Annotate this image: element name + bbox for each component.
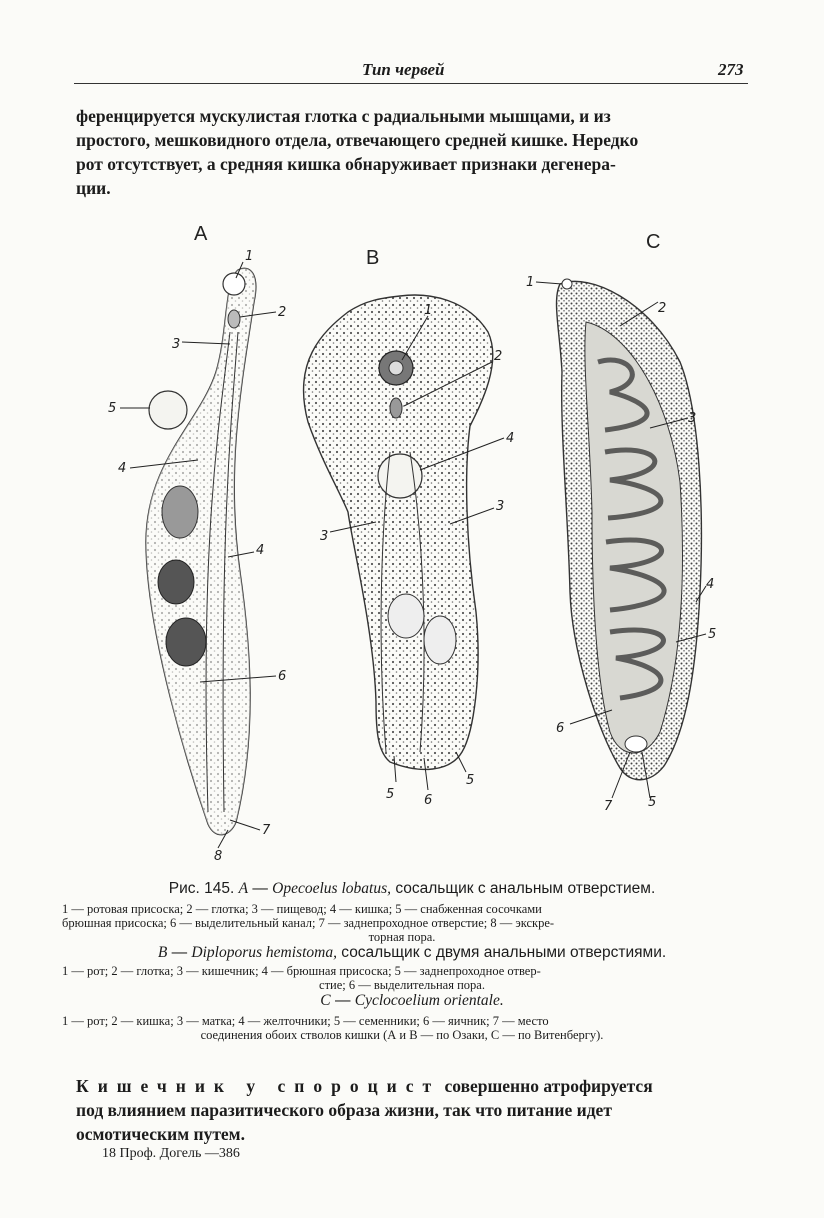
testis-b <box>388 594 424 638</box>
testis-a <box>166 618 206 666</box>
legend-line: брюшная присоска; 6 — выделительный канал; 7 — заднепроходное отверстие; 8 — экскре- <box>62 916 555 930</box>
callout-a: 4 <box>118 461 127 476</box>
legend-b <box>62 964 742 992</box>
legend-line: 1 — ротовая присоска; 2 — глотка; 3 — пищевод; 4 — кишка; 5 — снабженная сосочками <box>62 902 542 916</box>
callout-a: 5 <box>108 401 117 416</box>
closing-lead: Кишечник у спороцист <box>76 1076 441 1096</box>
printer-signature: 18 Проф. Догель —386 <box>102 1146 240 1161</box>
closing-paragraph <box>76 1074 748 1146</box>
specimen-c-drawing <box>526 231 716 814</box>
caption-species-b: Diploporus hemistoma, <box>191 944 337 961</box>
caption-species-a: Opecoelus lobatus, <box>272 880 391 897</box>
callout-c: 6 <box>556 721 565 736</box>
legend-c <box>62 1014 742 1042</box>
panel-label-c: C <box>646 231 661 253</box>
intro-line: простого, мешковидного отдела, отвечающего средней кишке. Нередко <box>76 130 639 150</box>
intro-line: ции. <box>76 178 111 198</box>
caption-letter-b: B <box>157 944 168 961</box>
running-header-title: Тип червей <box>362 60 445 79</box>
callout-c: 7 <box>604 799 613 814</box>
callout-b: 2 <box>494 349 503 364</box>
pharynx-a <box>228 310 240 328</box>
callout-a: 2 <box>278 305 287 320</box>
callout-c: 1 <box>526 275 535 290</box>
callout-a: 3 <box>172 337 181 352</box>
panel-label-a: A <box>194 223 208 245</box>
caption-a-heading: Рис. 145. A — Opecoelus lobatus, сосальщик с анальным отверстием. <box>168 880 656 897</box>
callout-c: 5 <box>648 795 657 810</box>
closing-line <box>76 1074 748 1098</box>
callout-b: 5 <box>386 787 395 802</box>
callout-b: 3 <box>496 499 505 514</box>
page-number: 273 <box>718 60 744 79</box>
legend-a <box>62 902 742 944</box>
legend-line: стие; 6 — выделительная пора. <box>319 978 485 992</box>
caption-species-c: Cyclocoelium orientale. <box>354 992 504 1009</box>
oral-sucker-a <box>223 273 245 295</box>
callout-c: 3 <box>688 411 697 426</box>
callout-a: 6 <box>278 669 287 684</box>
closing-line: осмотическим путем. <box>76 1124 245 1144</box>
legend-line: соединения обоих стволов кишки (А и В — по Озаки, С — по Витенбергу). <box>200 1028 604 1042</box>
callout-a: 8 <box>214 849 223 864</box>
testis-b <box>424 616 456 664</box>
callout-c: 5 <box>708 627 717 642</box>
callout-b: 6 <box>424 793 433 808</box>
callout-c: 4 <box>706 577 715 592</box>
callout-a: 1 <box>245 249 254 264</box>
caption-c-heading: C — Cyclocoelium orientale. <box>320 992 504 1009</box>
intro-line: ференцируется мускулистая глотка с радиальными мышцами, и из <box>76 106 611 126</box>
figure-145 <box>90 212 750 872</box>
header-rule <box>74 83 748 84</box>
intro-line: рот отсутствует, а средняя кишка обнаруживает признаки дегенера- <box>76 154 616 174</box>
caption-b-heading: B — Diploporus hemistoma, сосальщик с двумя анальными отверстиями. <box>157 944 667 961</box>
legend-line: 1 — рот; 2 — кишка; 3 — матка; 4 — желточники; 5 — семенники; 6 — яичник; 7 — место <box>62 1014 549 1028</box>
caption-description-a: сосальщик с анальным отверстием. <box>395 880 656 897</box>
callout-b: 5 <box>466 773 475 788</box>
testis-a <box>158 560 194 604</box>
specimen-a-drawing <box>108 223 286 864</box>
callout-b: 4 <box>506 431 515 446</box>
closing-line: под влиянием паразитического образа жизни, так что питание идет <box>76 1100 612 1120</box>
legend-line: торная пора. <box>368 930 436 944</box>
panel-label-b: B <box>366 247 380 269</box>
caption-letter-a: A <box>238 880 249 897</box>
ventral-sucker-a <box>149 391 187 429</box>
caption-letter-c: C <box>320 992 331 1009</box>
organ-a <box>162 486 198 538</box>
caption-figure-number: Рис. 145. <box>168 880 235 897</box>
specimen-b-drawing <box>304 247 515 808</box>
callout-b: 1 <box>424 303 433 318</box>
callout-a: 7 <box>262 823 271 838</box>
callout-c: 2 <box>658 301 667 316</box>
legend-line: 1 — рот; 2 — глотка; 3 — кишечник; 4 — брюшная присоска; 5 — заднепроходное отвер- <box>62 964 541 978</box>
closing-line1-rest: совершенно атрофируется <box>444 1076 653 1096</box>
pharynx-b <box>390 398 402 418</box>
testis-c <box>625 736 647 752</box>
callout-b: 3 <box>320 529 329 544</box>
intro-paragraph <box>76 104 748 200</box>
mouth-c <box>562 279 572 289</box>
caption-description-b: сосальщик с двумя анальными отверстиями. <box>341 944 667 961</box>
callout-a: 4 <box>256 543 265 558</box>
